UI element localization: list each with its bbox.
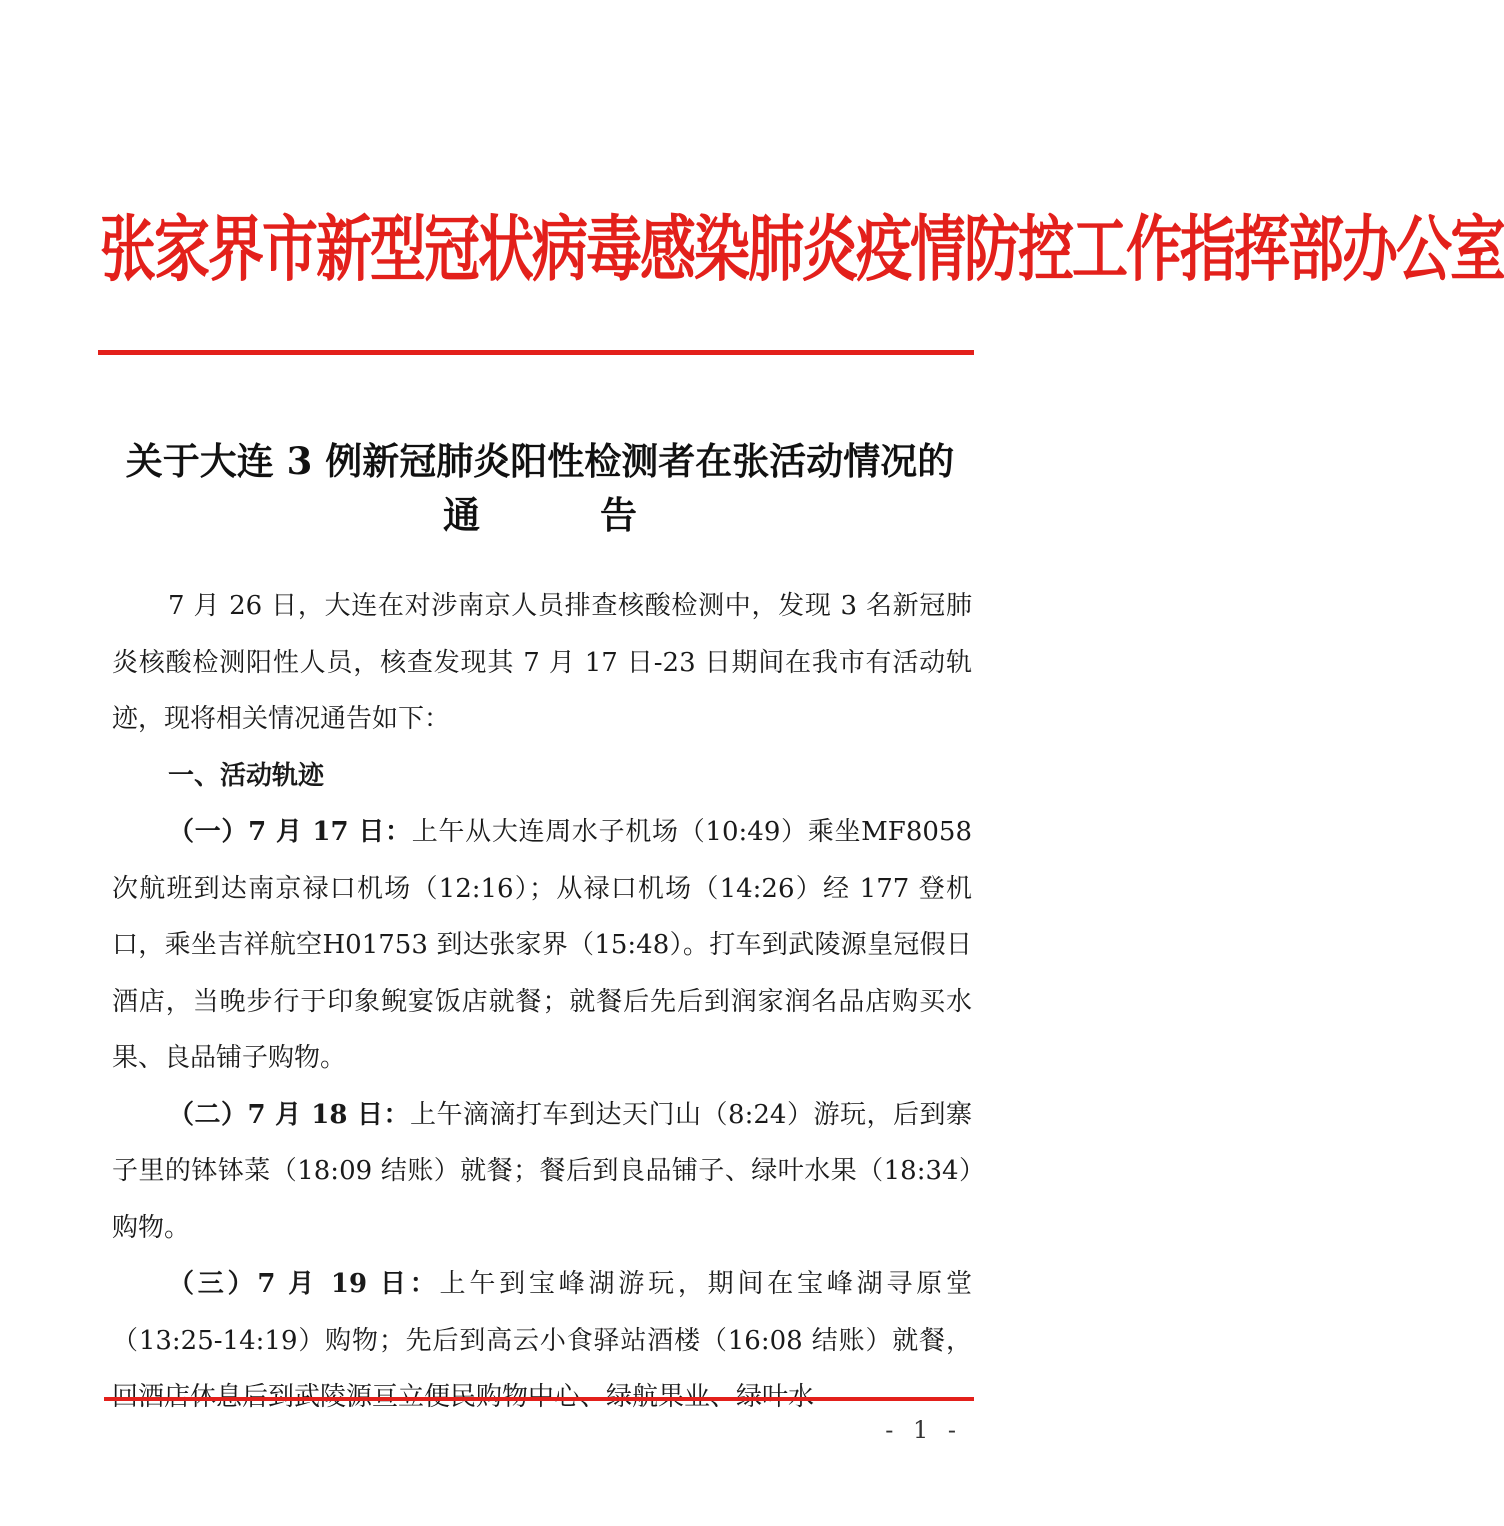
- organization-header: 张家界市新型冠状病毒感染肺炎疫情防控工作指挥部办公室: [100, 207, 1504, 292]
- section-heading-activity: 一、活动轨迹: [168, 760, 325, 791]
- title-char-tong: 通: [443, 493, 480, 537]
- activity-item-1-text: 上午从大连周水子机场（10:49）乘坐MF8058 次航班到达南京禄口机场（12:16）；从禄口机场（14:26）经 177 登机口，乘坐吉祥航空H01753 到达张家界（15:48）。打车到武陵源皇冠假日酒店，当晚步行于印象鲵宴饭店就餐；就餐后先后到润家润名品店购买水果、良品铺子购物。: [112, 817, 972, 1073]
- header-red-rule: [98, 350, 974, 355]
- document-title-line1: 关于大连 3 例新冠肺炎阳性检测者在张活动情况的: [125, 439, 955, 483]
- activity-item-3-text: 上午到宝峰湖游玩，期间在宝峰湖寻原堂（13:25-14:19）购物；先后到高云小食驿站酒楼（16:08 结账）就餐，: [112, 1269, 972, 1356]
- activity-item-2: [112, 1087, 972, 1257]
- activity-item-1-date: （一）7 月 17 日：: [168, 817, 412, 847]
- activity-item-2-text: 上午滴滴打车到达天门山（8:24）游玩，后到寨子里的钵钵菜（18:09 结账）就餐；餐后到良品铺子、绿叶水果（18:34）购物。: [112, 1099, 972, 1243]
- footer-red-rule: [104, 1397, 974, 1401]
- document-body: [112, 578, 972, 1426]
- activity-item-3-date: （三）7 月 19 日：: [168, 1269, 440, 1299]
- title-char-gao: 告: [600, 493, 637, 537]
- activity-item-1: [112, 804, 972, 1087]
- document-title-line2: [60, 484, 1020, 546]
- activity-item-2-date: （二）7 月 18 日：: [168, 1099, 410, 1130]
- page-number: - 1 -: [885, 1416, 962, 1444]
- intro-paragraph: 7 月 26 日，大连在对涉南京人员排查核酸检测中，发现 3 名新冠肺炎核酸检测阳性人员，核查发现其 7 月 17 日-23 日期间在我市有活动轨迹，现将相关情况通告如下：: [112, 591, 972, 734]
